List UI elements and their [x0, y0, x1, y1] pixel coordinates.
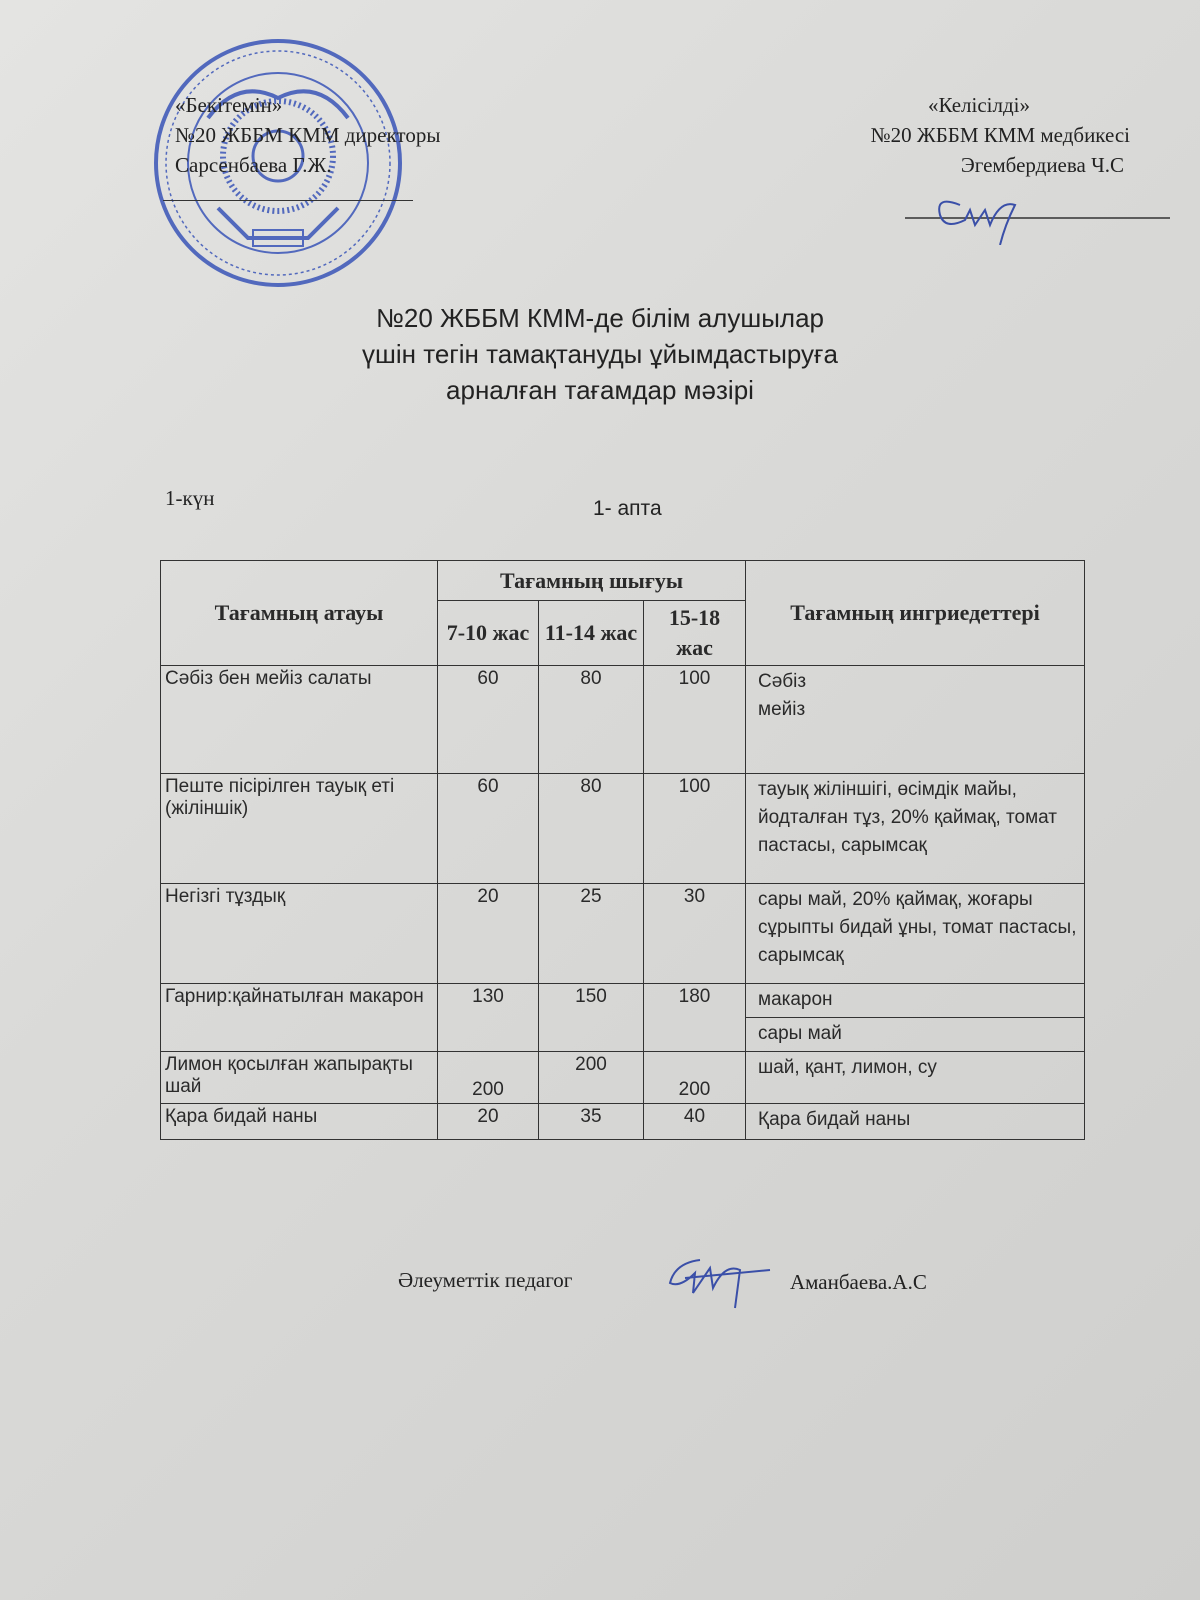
table-row: [161, 1052, 1085, 1104]
document-title: [0, 300, 1200, 408]
dish-name: Пеште пісірілген тауық еті (жіліншік): [161, 774, 438, 884]
header-name: Тағамның атауы: [161, 561, 438, 666]
dish-name: Лимон қосылған жапырақты шай: [161, 1052, 438, 1104]
portion-11-14: 80: [539, 666, 644, 774]
header-ingredients: Тағамның ингриедеттері: [746, 561, 1085, 666]
table-row: [161, 774, 1085, 884]
approval-left-heading: «Бекітемін»: [175, 93, 283, 117]
portion-7-10: 20: [438, 884, 539, 984]
header-age-11-14: 11-14 жас: [539, 601, 644, 666]
portion-7-10: 60: [438, 666, 539, 774]
portion-15-18: 180: [644, 984, 746, 1052]
approval-left-signature-line: [163, 200, 413, 201]
footer-role: Әлеуметтік педагог: [398, 1268, 573, 1292]
ingredients: тауық жіліншігі, өсімдік майы, йодталған тұз, 20% қаймақ, томат пастасы, сарымсақ: [746, 774, 1085, 884]
portion-15-18: 100: [644, 666, 746, 774]
approval-right-signature: [905, 185, 1175, 245]
day-label: 1-күн: [165, 486, 215, 510]
portion-15-18: 100: [644, 774, 746, 884]
portion-7-10: 60: [438, 774, 539, 884]
portion-11-14: 200: [539, 1052, 644, 1104]
ingredients: Қара бидай наны: [746, 1104, 1085, 1140]
header-output: Тағамның шығуы: [438, 561, 746, 601]
menu-table: [160, 560, 1085, 1140]
portion-7-10: 130: [438, 984, 539, 1052]
ingredients: [746, 666, 1085, 774]
approval-left-position: №20 ЖББМ КММ директоры: [175, 123, 441, 147]
portion-15-18: 200: [644, 1052, 746, 1104]
header-age-7-10: 7-10 жас: [438, 601, 539, 666]
ingredient: макарон: [746, 984, 1085, 1018]
table-row: [161, 884, 1085, 984]
approval-left: [175, 90, 440, 201]
portion-11-14: 35: [539, 1104, 644, 1140]
approval-right-heading: «Келісілді»: [928, 93, 1030, 117]
approval-left-name: Сарсенбаева Г.Ж.: [175, 153, 332, 177]
portion-7-10: 20: [438, 1104, 539, 1140]
portion-11-14: 150: [539, 984, 644, 1052]
portion-11-14: 80: [539, 774, 644, 884]
table-row: [161, 1104, 1085, 1140]
portion-15-18: 40: [644, 1104, 746, 1140]
ingredients: шай, қант, лимон, су: [746, 1052, 1085, 1104]
table-row: [161, 666, 1085, 774]
approval-right-name: Эгембердиева Ч.С: [960, 153, 1124, 177]
approval-right: [871, 90, 1130, 180]
ingredient: сары май: [746, 1018, 1085, 1052]
dish-name: Гарнир:қайнатылған макарон: [161, 984, 438, 1052]
dish-name: Сәбіз бен мейіз салаты: [161, 666, 438, 774]
title-line-3: арналған тағамдар мәзірі: [446, 375, 754, 405]
approval-right-position: №20 ЖББМ КММ медбикесі: [870, 123, 1130, 147]
title-line-2: үшін тегін тамақтануды ұйымдастыруға: [362, 339, 838, 369]
ingredient: Сәбіз: [758, 671, 807, 692]
footer-signature: [665, 1248, 775, 1318]
portion-11-14: 25: [539, 884, 644, 984]
header-age-15-18: 15-18 жас: [644, 601, 746, 666]
week-label: 1- апта: [593, 497, 662, 520]
ingredient: мейіз: [758, 699, 806, 720]
footer-name: Аманбаева.А.С: [790, 1270, 927, 1294]
table-row: [161, 984, 1085, 1018]
portion-7-10: 200: [438, 1052, 539, 1104]
portion-15-18: 30: [644, 884, 746, 984]
dish-name: Қара бидай наны: [161, 1104, 438, 1140]
title-line-1: №20 ЖББМ КММ-де білім алушылар: [375, 303, 824, 333]
dish-name: Негізгі тұздық: [161, 884, 438, 984]
ingredients: сары май, 20% қаймақ, жоғары сұрыпты бидай ұны, томат пастасы, сарымсақ: [746, 884, 1085, 984]
